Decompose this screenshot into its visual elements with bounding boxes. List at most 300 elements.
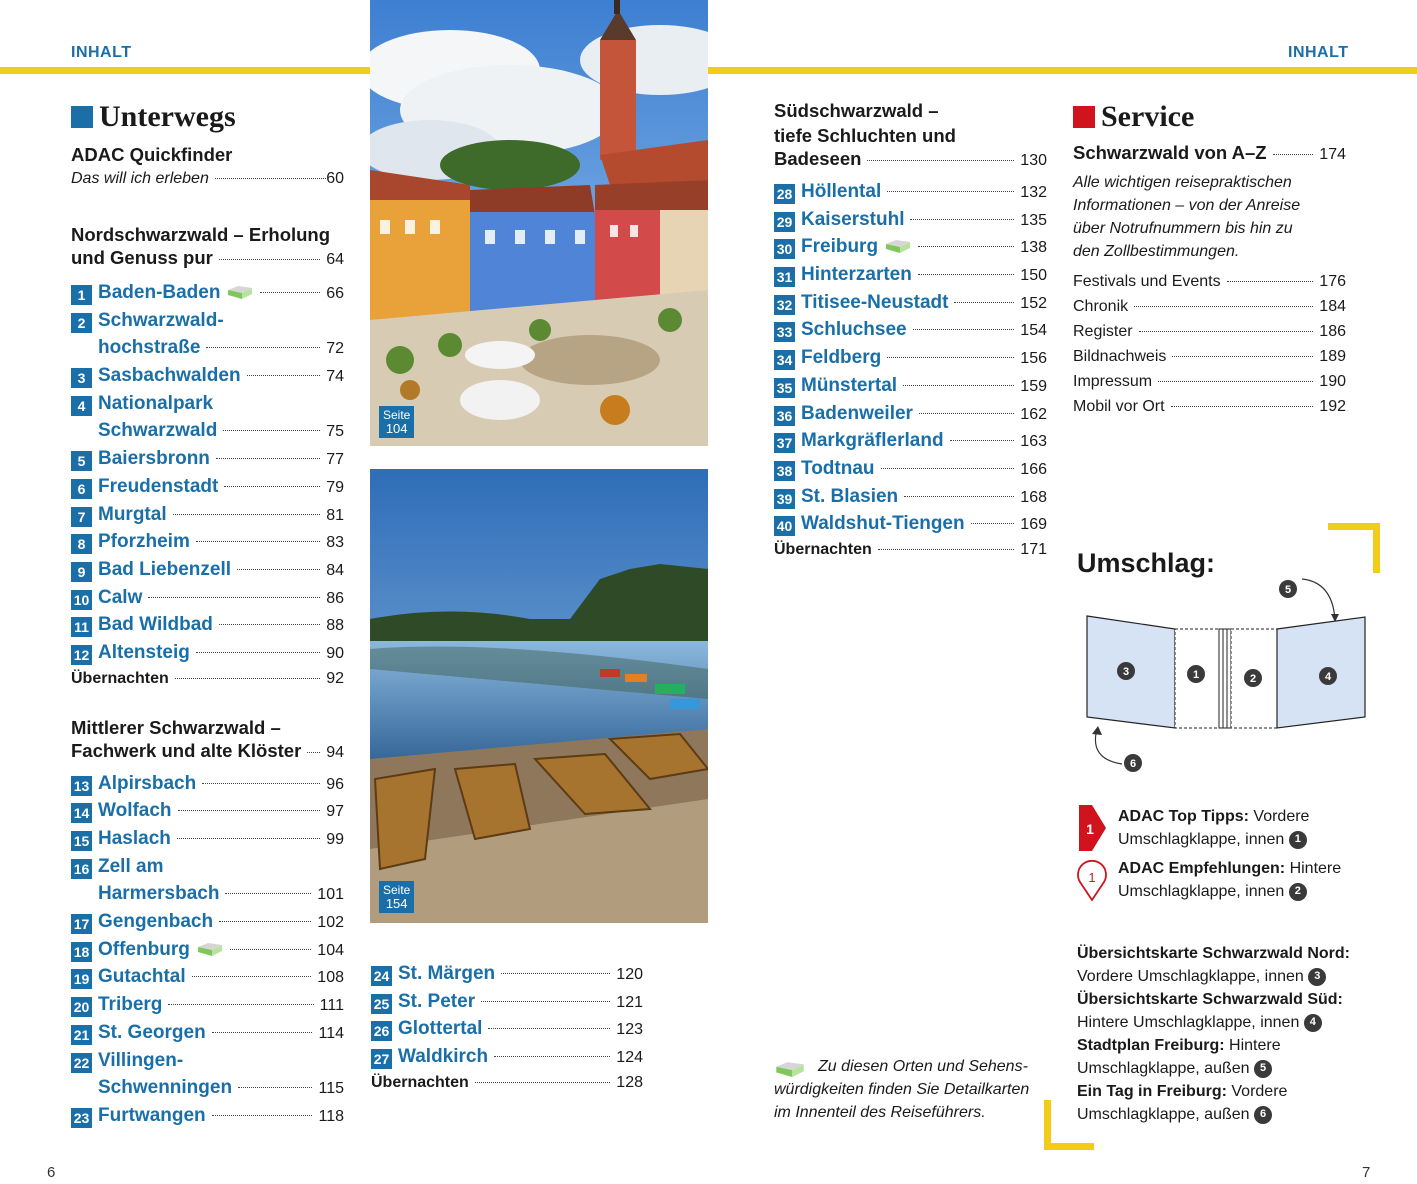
leader-dots <box>219 259 320 260</box>
leader-dots <box>887 191 1014 192</box>
badge-label: Seite <box>383 883 411 897</box>
entry-name: Bad Wildbad <box>98 614 213 636</box>
sued-title-row[interactable] <box>774 148 1047 173</box>
entry-name: Haslach <box>98 828 171 849</box>
entry-number: 40 <box>774 516 795 536</box>
toc-entry[interactable] <box>774 513 1047 541</box>
map-ref-text: Umschlagklappe, außen <box>1077 1060 1250 1077</box>
toc-entry[interactable] <box>774 181 1047 209</box>
entry-number: 20 <box>71 997 92 1017</box>
entry-name: Waldkirch <box>398 1046 489 1068</box>
entry-page: 169 <box>1020 516 1047 534</box>
entry-number: 18 <box>71 942 92 962</box>
entry-number: 3 <box>71 368 92 388</box>
top-tipps-icon <box>1076 805 1108 851</box>
service-desc-line: Alle wichtigen reisepraktischen <box>1073 174 1292 191</box>
entry-page: 152 <box>1020 294 1047 312</box>
entry-page: 101 <box>317 886 344 904</box>
entry-page: 84 <box>326 561 344 579</box>
top-tipps-text <box>1118 805 1358 851</box>
entry-name: Nationalpark <box>98 392 214 414</box>
footnote-line3: im Innenteil des Reiseführers. <box>774 1104 986 1121</box>
mittel-title-row[interactable] <box>71 740 344 765</box>
entry-page: 86 <box>326 589 344 607</box>
leader-dots <box>237 569 320 570</box>
entry-number: 34 <box>774 350 795 370</box>
entry-page: 156 <box>1020 350 1047 368</box>
entry-name: Todtnau <box>801 457 875 479</box>
leader-dots <box>1171 406 1314 407</box>
leader-dots <box>196 541 320 542</box>
nord-title-row[interactable] <box>71 247 344 272</box>
entry-page: 163 <box>1020 433 1047 451</box>
toc-entry[interactable] <box>71 773 344 801</box>
top-tipps-marker <box>1076 805 1108 851</box>
entry-page: 114 <box>318 1024 344 1042</box>
entry-page: 120 <box>616 966 643 983</box>
map-ref-label: Übersichtskarte Schwarzwald Süd: <box>1077 991 1343 1008</box>
detail-map-icon <box>196 941 224 957</box>
photo-page-badge-104 <box>379 406 414 438</box>
service-entry-page: 192 <box>1319 398 1346 415</box>
entry-page: 74 <box>326 368 344 386</box>
service-entry-name: Bildnachweis <box>1073 348 1167 365</box>
service-az-page: 174 <box>1319 146 1346 163</box>
entry-page: 75 <box>326 423 344 441</box>
top-tipps-icon-number: 1 <box>1086 821 1094 837</box>
entry-name: Waldshut-Tiengen <box>801 513 965 535</box>
toc-entry[interactable] <box>774 403 1047 431</box>
toc-entry[interactable] <box>371 1046 643 1074</box>
entry-number: 26 <box>371 1021 392 1041</box>
entry-number: 32 <box>774 295 795 315</box>
service-entry[interactable] <box>1073 323 1346 348</box>
entry-name-continued: Schwarzwald <box>98 420 218 442</box>
leader-dots <box>215 178 326 179</box>
entry-number: 11 <box>71 617 92 637</box>
entry-name: Baden-Baden <box>98 282 221 303</box>
empfehlungen-text <box>1118 857 1363 903</box>
leader-dots <box>192 976 312 977</box>
toc-entry[interactable] <box>71 587 344 615</box>
town-square-image <box>370 0 708 446</box>
toc-entry[interactable] <box>71 310 344 338</box>
sued-title-line1: Südschwarzwald – <box>774 100 939 121</box>
entry-page: 96 <box>326 775 344 793</box>
diagram-number-1: 1 <box>1192 669 1200 681</box>
nord-list <box>71 282 344 670</box>
empfehlungen-label: ADAC Empfehlungen: <box>1118 860 1286 877</box>
entry-name: Zell am <box>98 855 164 877</box>
service-entry-page: 186 <box>1319 323 1346 340</box>
diagram-number-2: 2 <box>1249 673 1257 685</box>
entry-page: 168 <box>1020 488 1047 506</box>
toc-entry[interactable] <box>71 966 344 994</box>
map-ref-label: Ein Tag in Freiburg: <box>1077 1083 1227 1100</box>
service-desc-line: Informationen – von der Anreise <box>1073 197 1301 214</box>
sued-overnight-row[interactable] <box>774 541 1047 566</box>
entry-name: Schwarzwald- <box>98 309 224 331</box>
entry-page: 111 <box>319 997 344 1015</box>
quickfinder-title: ADAC Quickfinder <box>71 144 233 165</box>
leader-dots <box>168 1004 313 1005</box>
nord-page: 64 <box>326 251 344 268</box>
entry-number: 7 <box>71 507 92 527</box>
service-entry[interactable] <box>1073 348 1346 373</box>
leader-dots <box>177 838 320 839</box>
footnote-line1: Zu diesen Orten und Sehens- <box>818 1058 1028 1075</box>
cover-maps-list <box>1077 942 1367 1126</box>
entry-page: 135 <box>1020 211 1047 229</box>
leader-dots <box>1134 306 1313 307</box>
leader-dots <box>488 1028 610 1029</box>
toc-entry[interactable] <box>71 393 344 421</box>
unterwegs-title: Unterwegs <box>99 100 236 133</box>
entry-number: 24 <box>371 966 392 986</box>
toc-entry[interactable] <box>774 264 1047 292</box>
mittel-page: 94 <box>326 743 344 761</box>
entry-name: Alpirsbach <box>98 772 197 794</box>
leader-dots <box>881 468 1015 469</box>
service-title: Service <box>1101 100 1195 133</box>
cover-ref-badge: 4 <box>1304 1014 1322 1032</box>
corner-marker-top-right <box>1328 523 1380 573</box>
cover-ref-badge: 2 <box>1289 883 1307 901</box>
toc-entry-continued[interactable] <box>71 1077 344 1105</box>
top-tipps-label: ADAC Top Tipps: <box>1118 808 1249 825</box>
entry-number: 22 <box>71 1053 92 1073</box>
entry-number: 10 <box>71 590 92 610</box>
photo-lake-boats <box>370 469 708 923</box>
mittel-list <box>71 773 344 1133</box>
entry-name: Wolfach <box>98 800 172 822</box>
diagram-number-5: 5 <box>1284 584 1292 596</box>
entry-name: St. Georgen <box>98 1021 206 1043</box>
entry-name: Pforzheim <box>98 531 190 553</box>
map-ref-label: Übersichtskarte Schwarzwald Nord: <box>1077 945 1350 962</box>
entry-name: Triberg <box>98 994 163 1016</box>
leader-dots <box>971 523 1015 524</box>
mittel-title-line2: Fachwerk und alte Klöster <box>71 739 302 761</box>
diagram-number-3: 3 <box>1122 666 1130 678</box>
toc-entry[interactable] <box>71 1050 344 1078</box>
entry-page: 154 <box>1020 322 1047 340</box>
leader-dots <box>307 752 320 753</box>
leader-dots <box>918 274 1014 275</box>
header-label-left: INHALT <box>71 44 132 61</box>
toc-entry[interactable] <box>71 448 344 476</box>
entry-page: 90 <box>326 644 344 662</box>
entry-page: 150 <box>1020 267 1047 285</box>
entry-name: Baiersbronn <box>98 448 210 470</box>
service-desc-line: den Zollbestimmungen. <box>1073 243 1240 260</box>
entry-name: Kaiserstuhl <box>801 208 905 230</box>
leader-dots <box>223 430 320 431</box>
toc-entry[interactable] <box>71 531 344 559</box>
left-toc-column <box>71 142 344 1133</box>
service-entry[interactable] <box>1073 273 1346 298</box>
yellow-bar-left <box>0 67 370 74</box>
leader-dots <box>1273 154 1314 155</box>
toc-entry[interactable] <box>774 430 1047 458</box>
toc-entry[interactable] <box>774 319 1047 347</box>
service-entry-page: 189 <box>1319 348 1346 365</box>
leader-dots <box>173 514 321 515</box>
toc-entry[interactable] <box>774 458 1047 486</box>
leader-dots <box>219 921 311 922</box>
service-heading <box>1073 100 1194 134</box>
map-ref-inline: Hintere <box>1229 1037 1281 1054</box>
toc-entry[interactable] <box>71 911 344 939</box>
sued-list <box>774 181 1047 541</box>
entry-name: Markgräflerland <box>801 430 944 452</box>
cover-ref-badge: 1 <box>1289 831 1307 849</box>
service-az-desc <box>1073 171 1346 263</box>
map-footnote <box>774 1055 1044 1124</box>
mittel-overnight-row[interactable] <box>371 1074 643 1099</box>
entry-page: 66 <box>326 285 344 302</box>
toc-entry[interactable] <box>71 282 344 310</box>
entry-name: Hinterzarten <box>801 264 912 286</box>
entry-number: 39 <box>774 489 795 509</box>
leader-dots <box>501 973 610 974</box>
overnight-label: Übernachten <box>371 1073 469 1091</box>
entry-page: 124 <box>616 1049 643 1067</box>
entry-number: 29 <box>774 212 795 232</box>
entry-name: Münstertal <box>801 374 898 396</box>
entry-name: Murgtal <box>98 503 167 525</box>
top-tipps-text2: Umschlagklappe, innen <box>1118 831 1285 848</box>
entry-name: Furtwangen <box>98 1104 206 1126</box>
pin-icon <box>1076 860 1108 902</box>
toc-entry[interactable] <box>71 476 344 504</box>
entry-number: 15 <box>71 831 92 851</box>
entry-number: 35 <box>774 378 795 398</box>
leader-dots <box>225 893 311 894</box>
toc-entry[interactable] <box>774 209 1047 237</box>
service-desc-line: über Notrufnummern bis hin zu <box>1073 220 1293 237</box>
toc-entry[interactable] <box>774 375 1047 403</box>
nord-title-line1: Nordschwarzwald – Erholung <box>71 224 331 245</box>
map-ref-text: Hintere Umschlagklappe, innen <box>1077 1014 1300 1031</box>
service-entry[interactable] <box>1073 298 1346 323</box>
entry-page: 79 <box>326 478 344 496</box>
leader-dots <box>887 357 1014 358</box>
toc-entry[interactable] <box>371 1018 643 1046</box>
leader-dots <box>219 624 320 625</box>
diagram-number-6: 6 <box>1129 758 1137 770</box>
entry-page: 102 <box>317 914 344 932</box>
entry-number: 30 <box>774 239 795 259</box>
toc-entry[interactable] <box>71 939 344 967</box>
leader-dots <box>1227 281 1314 282</box>
leader-dots <box>910 219 1014 220</box>
entry-number: 17 <box>71 914 92 934</box>
sued-toc-column <box>774 98 1047 566</box>
empfehlungen-text1: Hintere <box>1289 860 1342 877</box>
toc-entry[interactable] <box>71 1105 344 1133</box>
entry-page: 118 <box>318 1107 344 1125</box>
entry-number: 21 <box>71 1025 92 1045</box>
leader-dots <box>238 1087 312 1088</box>
entry-number: 33 <box>774 322 795 342</box>
leader-dots <box>178 810 321 811</box>
service-az-row[interactable] <box>1073 142 1346 167</box>
service-entry-name: Festivals und Events <box>1073 273 1221 290</box>
leader-dots <box>950 440 1015 441</box>
leader-dots <box>247 375 321 376</box>
toc-entry-continued[interactable] <box>71 883 344 911</box>
entry-number: 13 <box>71 776 92 796</box>
toc-entry[interactable] <box>71 614 344 642</box>
page-number-left: 6 <box>47 1164 56 1181</box>
toc-entry[interactable] <box>71 642 344 670</box>
toc-entry[interactable] <box>71 504 344 532</box>
entry-number: 14 <box>71 803 92 823</box>
leader-dots <box>260 292 320 293</box>
entry-name: Gutachtal <box>98 966 186 988</box>
entry-name: Gengenbach <box>98 911 214 933</box>
red-square-icon <box>1073 106 1095 128</box>
toc-entry[interactable] <box>774 236 1047 264</box>
service-entry-name: Register <box>1073 323 1133 340</box>
leader-dots <box>494 1056 610 1057</box>
service-entry-page: 184 <box>1319 298 1346 315</box>
entry-name: Schluchsee <box>801 319 907 341</box>
umschlag-title: Umschlag: <box>1077 548 1216 578</box>
entry-name: Feldberg <box>801 347 882 369</box>
toc-entry[interactable] <box>71 1022 344 1050</box>
sued-page: 130 <box>1020 152 1047 169</box>
leader-dots <box>202 783 320 784</box>
entry-number: 5 <box>71 451 92 471</box>
diagram-number-4: 4 <box>1324 671 1332 683</box>
leader-dots <box>919 413 1014 414</box>
service-az-title: Schwarzwald von A–Z <box>1073 142 1267 163</box>
toc-entry[interactable] <box>774 292 1047 320</box>
entry-number: 37 <box>774 433 795 453</box>
entry-name: Bad Liebenzell <box>98 558 232 580</box>
photo-town-square <box>370 0 708 446</box>
entry-name: Calw <box>98 586 143 608</box>
cover-fold-diagram <box>1077 574 1377 774</box>
toc-entry[interactable] <box>371 991 643 1019</box>
yellow-bar-right <box>708 67 1417 74</box>
entry-number: 4 <box>71 396 92 416</box>
nord-title-line2: und Genuss pur <box>71 247 213 268</box>
cover-ref-badge: 3 <box>1308 968 1326 986</box>
cover-ref-badge: 6 <box>1254 1106 1272 1124</box>
entry-number: 27 <box>371 1049 392 1069</box>
leader-dots <box>878 549 1015 550</box>
leader-dots <box>216 458 320 459</box>
entry-page: 104 <box>317 941 344 959</box>
overnight-label: Übernachten <box>774 540 872 558</box>
toc-entry[interactable] <box>371 963 643 991</box>
photo-page-badge-154 <box>379 881 414 913</box>
service-entry-name: Chronik <box>1073 298 1129 315</box>
footnote-line2: würdigkeiten finden Sie Detailkarten <box>774 1081 1030 1098</box>
entry-page: 123 <box>616 1021 643 1039</box>
entry-name: Höllental <box>801 181 882 202</box>
quickfinder-row[interactable] <box>71 167 344 192</box>
entry-name: Glottertal <box>398 1018 483 1040</box>
entry-number: 23 <box>71 1108 92 1128</box>
toc-entry[interactable] <box>774 486 1047 514</box>
entry-page: 138 <box>1020 239 1047 257</box>
leader-dots <box>904 496 1014 497</box>
toc-entry[interactable] <box>71 994 344 1022</box>
entry-number: 6 <box>71 479 92 499</box>
overnight-page: 92 <box>326 669 344 687</box>
entry-number: 31 <box>774 267 795 287</box>
detail-map-icon <box>774 1059 806 1079</box>
blue-square-icon <box>71 106 93 128</box>
service-entry[interactable] <box>1073 373 1346 398</box>
entry-number: 36 <box>774 406 795 426</box>
toc-entry-continued[interactable] <box>71 337 344 365</box>
toc-entry[interactable] <box>71 828 344 856</box>
entry-number: 1 <box>71 285 92 305</box>
leader-dots <box>954 302 1014 303</box>
leader-dots <box>206 347 320 348</box>
entry-page: 72 <box>326 340 344 358</box>
entry-name: Badenweiler <box>801 402 913 424</box>
entry-number: 25 <box>371 994 392 1014</box>
leader-dots <box>475 1082 611 1083</box>
mittel-continuation <box>371 963 643 1099</box>
overnight-label: Übernachten <box>71 669 169 687</box>
map-ref-label: Stadtplan Freiburg: <box>1077 1037 1225 1054</box>
quickfinder-page: 60 <box>326 170 344 187</box>
detail-map-icon <box>884 238 912 254</box>
toc-entry-continued[interactable] <box>71 420 344 448</box>
pin-icon-number: 1 <box>1088 870 1096 885</box>
leader-dots <box>913 329 1015 330</box>
sued-title-line2: tiefe Schluchten und <box>774 125 956 146</box>
leader-dots <box>175 678 320 679</box>
toc-entry[interactable] <box>774 347 1047 375</box>
entry-name: Sasbachwalden <box>98 365 241 387</box>
entry-number: 2 <box>71 313 92 333</box>
entry-page: 88 <box>326 617 344 635</box>
toc-entry[interactable] <box>71 856 344 884</box>
leader-dots <box>1172 356 1313 357</box>
entry-page: 81 <box>326 506 344 524</box>
map-ref-text: Vordere Umschlagklappe, innen <box>1077 968 1304 985</box>
entry-number: 12 <box>71 645 92 665</box>
top-tipps-text1: Vordere <box>1253 808 1310 825</box>
entry-page: 108 <box>317 969 344 987</box>
mittel-cont-list <box>371 963 643 1074</box>
empfehlungen-marker <box>1076 860 1108 902</box>
mittel-title-line1: Mittlerer Schwarzwald – <box>71 716 281 738</box>
toc-entry[interactable] <box>71 800 344 828</box>
toc-entry[interactable] <box>71 559 344 587</box>
leader-dots <box>196 652 320 653</box>
nord-overnight-row[interactable] <box>71 670 344 695</box>
service-entry[interactable] <box>1073 398 1346 423</box>
leader-dots <box>867 160 1014 161</box>
sued-title-line3: Badeseen <box>774 148 862 169</box>
entry-number: 19 <box>71 969 92 989</box>
service-entry-name: Mobil vor Ort <box>1073 398 1165 415</box>
toc-entry[interactable] <box>71 365 344 393</box>
entry-name: St. Peter <box>398 990 476 1012</box>
entry-number: 9 <box>71 562 92 582</box>
entry-page: 162 <box>1020 405 1047 423</box>
entry-page: 159 <box>1020 377 1047 395</box>
